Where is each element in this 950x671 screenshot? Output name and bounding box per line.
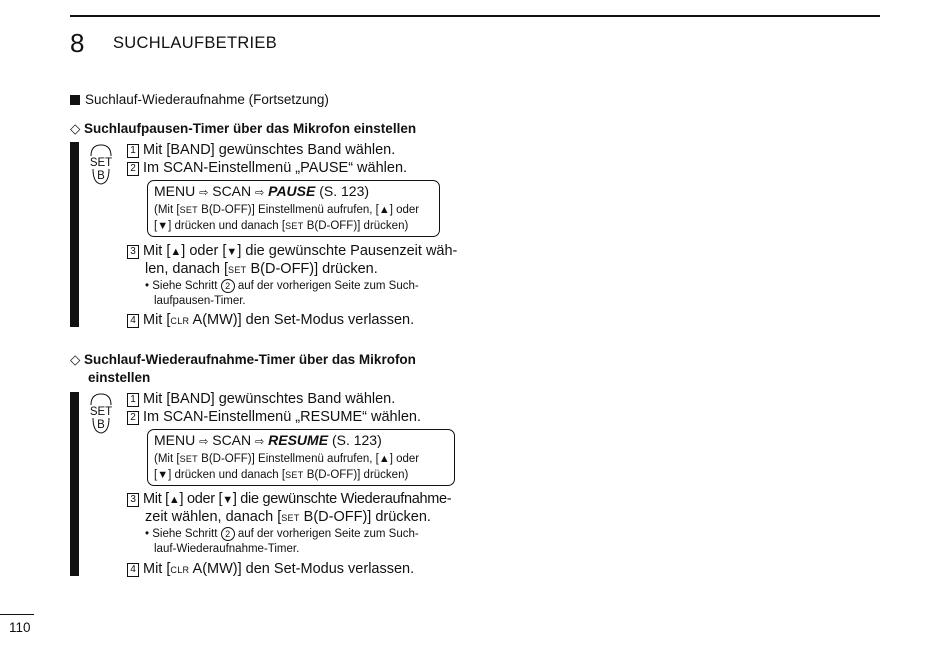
diamond-icon: ◇ [70, 121, 81, 136]
menu-note: [▼] drücken und danach [SET B(D-OFF)] drücken) [154, 469, 409, 481]
pause-bullet: • Siehe Schritt 2 auf der vorherigen Seite zum Such- [145, 280, 419, 292]
up-triangle-icon: ▲ [378, 204, 390, 216]
chapter-number: 8 [70, 28, 85, 58]
pause-step-3-cont: len, danach [SET B(D-OFF)] drücken. [145, 261, 378, 277]
pause-step-2: 2 Im SCAN-Einstellmenü „PAUSE“ wählen. [127, 159, 407, 177]
resume-bullet: • Siehe Schritt 2 auf der vorherigen Seite zum Such- [145, 528, 419, 540]
down-triangle-icon: ▼ [157, 469, 169, 481]
arrow-right-icon: ⇨ [199, 187, 209, 199]
menu-note: (Mit [SET B(D-OFF)] Einstellmenü aufrufen, [▲] oder [154, 453, 420, 465]
top-rule [70, 15, 880, 17]
resume-step-4: 4 Mit [CLR A(MW)] den Set-Modus verlassen. [127, 560, 414, 579]
menu-note: (Mit [SET B(D-OFF)] Einstellmenü aufrufen, [▲] oder [154, 204, 420, 216]
pause-bullet-cont: laufpausen-Timer. [154, 295, 246, 307]
set-key-icon [88, 142, 114, 186]
down-triangle-icon: ▼ [157, 220, 169, 232]
pause-step-1: 1 Mit [BAND] gewünschtes Band wählen. [127, 141, 395, 159]
b-key-label: B [97, 170, 105, 182]
side-bar [70, 392, 79, 576]
square-bullet-icon [70, 95, 80, 105]
menu-path: MENU ⇨ SCAN ⇨ RESUME (S. 123) [154, 432, 382, 448]
resume-step-2: 2 Im SCAN-Einstellmenü „RESUME“ wählen. [127, 408, 421, 426]
resume-step-3-cont: zeit wählen, danach [SET B(D-OFF)] drücken. [145, 509, 431, 525]
up-triangle-icon: ▲ [378, 453, 390, 465]
chapter-title: SUCHLAUFBETRIEB [113, 34, 278, 52]
resume-step-3: 3 Mit [▲] oder [▼] die gewünschte Wiederaufnahme- [127, 490, 451, 509]
resume-menu-box [147, 429, 455, 486]
resume-bullet-cont: lauf-Wiederaufnahme-Timer. [154, 543, 300, 555]
arrow-right-icon: ⇨ [255, 187, 265, 199]
menu-path: MENU ⇨ SCAN ⇨ PAUSE (S. 123) [154, 183, 370, 199]
menu-note: [▼] drücken und danach [SET B(D-OFF)] drücken) [154, 220, 409, 232]
resume-heading-cont: einstellen [88, 370, 151, 385]
resume-step-1: 1 Mit [BAND] gewünschtes Band wählen. [127, 390, 395, 408]
resume-heading: ◇ Suchlauf-Wiederaufnahme-Timer über das Mikrofon [70, 352, 416, 367]
page-number: 110 [9, 620, 31, 635]
set-key-icon [88, 391, 114, 435]
arrow-right-icon: ⇨ [199, 436, 209, 448]
set-key-label: SET [89, 157, 113, 169]
pause-step-3: 3 Mit [▲] oder [▼] die gewünschte Pausenzeit wäh- [127, 242, 457, 261]
section-title: Suchlauf-Wiederaufnahme (Fortsetzung) [70, 92, 329, 107]
page-number-rule [0, 614, 34, 615]
pause-heading: ◇ Suchlaufpausen-Timer über das Mikrofon einstellen [70, 121, 417, 136]
pause-step-4: 4 Mit [CLR A(MW)] den Set-Modus verlassen. [127, 311, 414, 330]
side-bar [70, 142, 79, 327]
pause-menu-box [147, 180, 440, 237]
diamond-icon: ◇ [70, 352, 81, 367]
b-key-label: B [97, 419, 105, 431]
arrow-right-icon: ⇨ [255, 436, 265, 448]
set-key-label: SET [89, 406, 113, 418]
